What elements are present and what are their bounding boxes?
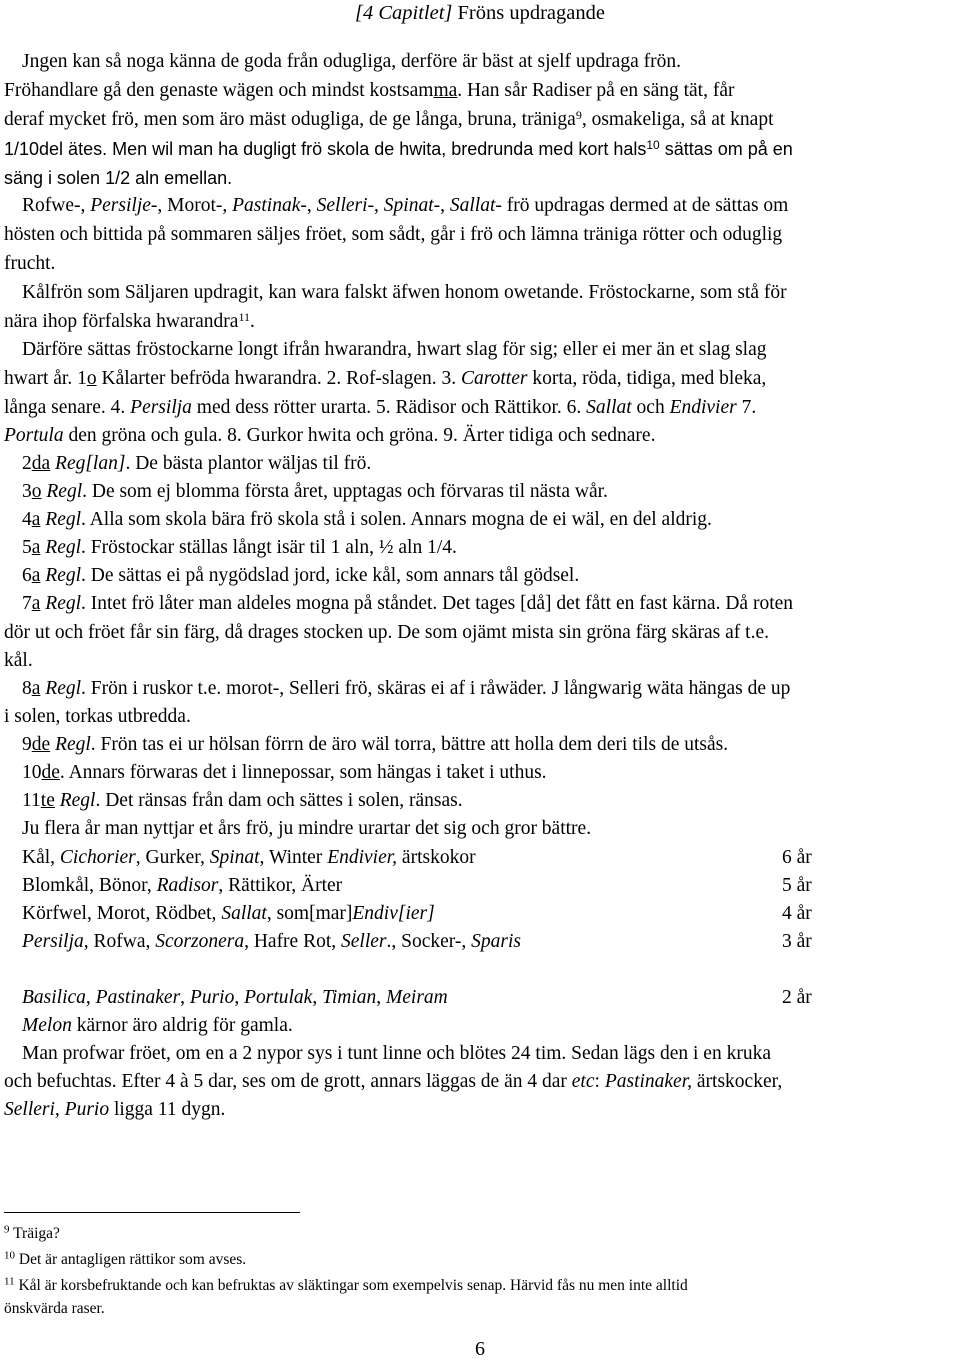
rule-7: 7a Regl. Intet frö låter man aldeles mogna på ståndet. Det tages [då] det fått en fast kärna. Då roten	[22, 593, 794, 614]
paragraph-line: och befuchtas. Efter 4 à 5 dar, ses om de grott, annars läggas de än 4 dar etc: Pastinaker, ärtskocker,	[4, 1071, 783, 1092]
seed-age-years: 5 år	[782, 875, 812, 896]
rule-10: 10de. Annars förwaras det i linnepossar, som hängas i taket i uthus.	[22, 762, 547, 783]
seed-age-row: Körfwel, Morot, Rödbet, Sallat, som[mar]Endiv[ier] 4 år	[22, 903, 812, 924]
paragraph-line: Ju flera år man nyttjar et års frö, ju mindre urartar det sig och gror bättre.	[22, 818, 592, 839]
paragraph-line: Kålfrön som Säljaren updragit, kan wara falskt äfwen honom owetande. Fröstockarne, som stå för	[22, 282, 787, 303]
paragraph-line: långa senare. 4. Persilja med dess rötter urarta. 5. Rädisor och Rättikor. 6. Sallat och Endivier 7.	[4, 397, 757, 418]
rule-11: 11te Regl. Det ränsas från dam och sättes i solen, ränsas.	[22, 790, 463, 811]
rule-5: 5a Regl. Fröstockar ställas långt isär til 1 aln, ½ aln 1/4.	[22, 537, 457, 558]
footnote-10: $^{10}$ Det är antagligen rättikor som avses.	[4, 1249, 247, 1268]
paragraph-line: Rofwe-, Persilje-, Morot-, Pastinak-, Selleri-, Spinat-, Sallat- frö updragas dermed at de sättas om	[22, 195, 789, 216]
rule-2: 2da Reg[lan]. De bästa plantor wäljas til frö.	[22, 453, 372, 474]
paragraph-line: deraf mycket frö, men som äro mäst odugliga, de ge långa, bruna, träniga$^9$, osmakeliga, så at knapt	[4, 108, 774, 130]
rule-6: 6a Regl. De sättas ei på nygödslad jord, icke kål, som annars tål gödsel.	[22, 565, 580, 586]
footnote-ref: 10	[646, 138, 660, 152]
seed-age-years: 4 år	[782, 903, 812, 924]
chapter-label: [4 Capitlet]	[355, 2, 453, 24]
footnote-divider	[4, 1212, 300, 1213]
paragraph-line: Melon kärnor äro aldrig för gamla.	[22, 1015, 293, 1036]
paragraph-line: i solen, torkas utbredda.	[4, 706, 191, 727]
seed-age-years: 3 år	[782, 931, 812, 952]
paragraph-line: 1/10del ätes. Men wil man ha dugligt frö skola de hwita, bredrunda med kort hals$^{10}$ sättas om på en	[4, 138, 793, 159]
footnote-ref: 11	[238, 310, 250, 324]
rule-8: 8a Regl. Frön i ruskor t.e. morot-, Selleri frö, skäras ei af i råwäder. J långwarig wäta hängas de up	[22, 678, 791, 699]
paragraph-line: kål.	[4, 650, 33, 671]
paragraph-line: hwart år. 1o Kålarter befröda hwarandra. 2. Rof-slagen. 3. Carotter korta, röda, tidiga, med bleka,	[4, 368, 767, 389]
footnote-11: $^{11}$ Kål är korsbefruktande och kan befruktas av släktingar som exempelvis senap. Härvid fås nu men inte alltid	[4, 1275, 688, 1294]
paragraph-line: Därföre sättas fröstockarne longt ifrån hwarandra, hwart slag för sig; eller ei mer än et slag slag	[22, 339, 767, 360]
paragraph-line: Selleri, Purio ligga 11 dygn.	[4, 1099, 226, 1120]
paragraph-line: nära ihop förfalska hwarandra$^{11}$.	[4, 310, 255, 332]
footnote-11-continued: önskvärda raser.	[4, 1300, 105, 1317]
seed-age-row: Basilica, Pastinaker, Purio, Portulak, Timian, Meiram 2 år	[22, 987, 812, 1008]
seed-age-years: 2 år	[782, 987, 812, 1008]
rule-9: 9de Regl. Frön tas ei ur hölsan förrn de äro wäl torra, bättre att holla dem deri tils de utsås.	[22, 734, 729, 755]
rule-3: 3o Regl. De som ej blomma första året, upptagas och förvaras til nästa wår.	[22, 481, 608, 502]
rule-4: 4a Regl. Alla som skola bära frö skola stå i solen. Annars mogna de ei wäl, en del aldrig.	[22, 509, 712, 530]
paragraph-line: dör ut och fröet får sin färg, då drages stocken up. De som ojämt mista sin gröna färg skäras af t.e.	[4, 622, 769, 643]
paragraph-line: frucht.	[4, 253, 56, 274]
seed-age-row: Kål, Cichorier, Gurker, Spinat, Winter Endivier, ärtskokor 6 år	[22, 847, 812, 868]
seed-age-years: 6 år	[782, 847, 812, 868]
page-number: 6	[475, 1338, 485, 1360]
paragraph-line: Man profwar fröet, om en a 2 nypor sys i tunt linne och blötes 24 tim. Sedan lägs den i en kruka	[22, 1043, 771, 1064]
paragraph-line: säng i solen 1/2 aln emellan.	[4, 168, 233, 188]
paragraph-line: Portula den gröna och gula. 8. Gurkor hwita och gröna. 9. Ärter tidiga och sednare.	[4, 425, 656, 446]
paragraph-line: Fröhandlare gå den genaste wägen och mindst kostsamma. Han sår Radiser på en säng tät, får	[4, 80, 735, 101]
paragraph-line: Jngen kan så noga känna de goda från odugliga, derföre är bäst at sjelf updraga frön.	[22, 51, 681, 72]
chapter-title: Fröns updragande	[457, 2, 605, 24]
chapter-heading	[0, 0, 960, 26]
paragraph-line: hösten och bittida på sommaren säljes fröet, som sådt, går i frö och lämna träniga rötter och oduglig	[4, 224, 783, 245]
footnote-9: $^9$ Träiga?	[4, 1223, 60, 1242]
seed-age-row: Persilja, Rofwa, Scorzonera, Hafre Rot, Seller., Socker-, Sparis 3 år	[22, 931, 812, 952]
seed-age-row: Blomkål, Bönor, Radisor, Rättikor, Ärter 5 år	[22, 875, 812, 896]
footnote-ref: 9	[575, 108, 582, 122]
